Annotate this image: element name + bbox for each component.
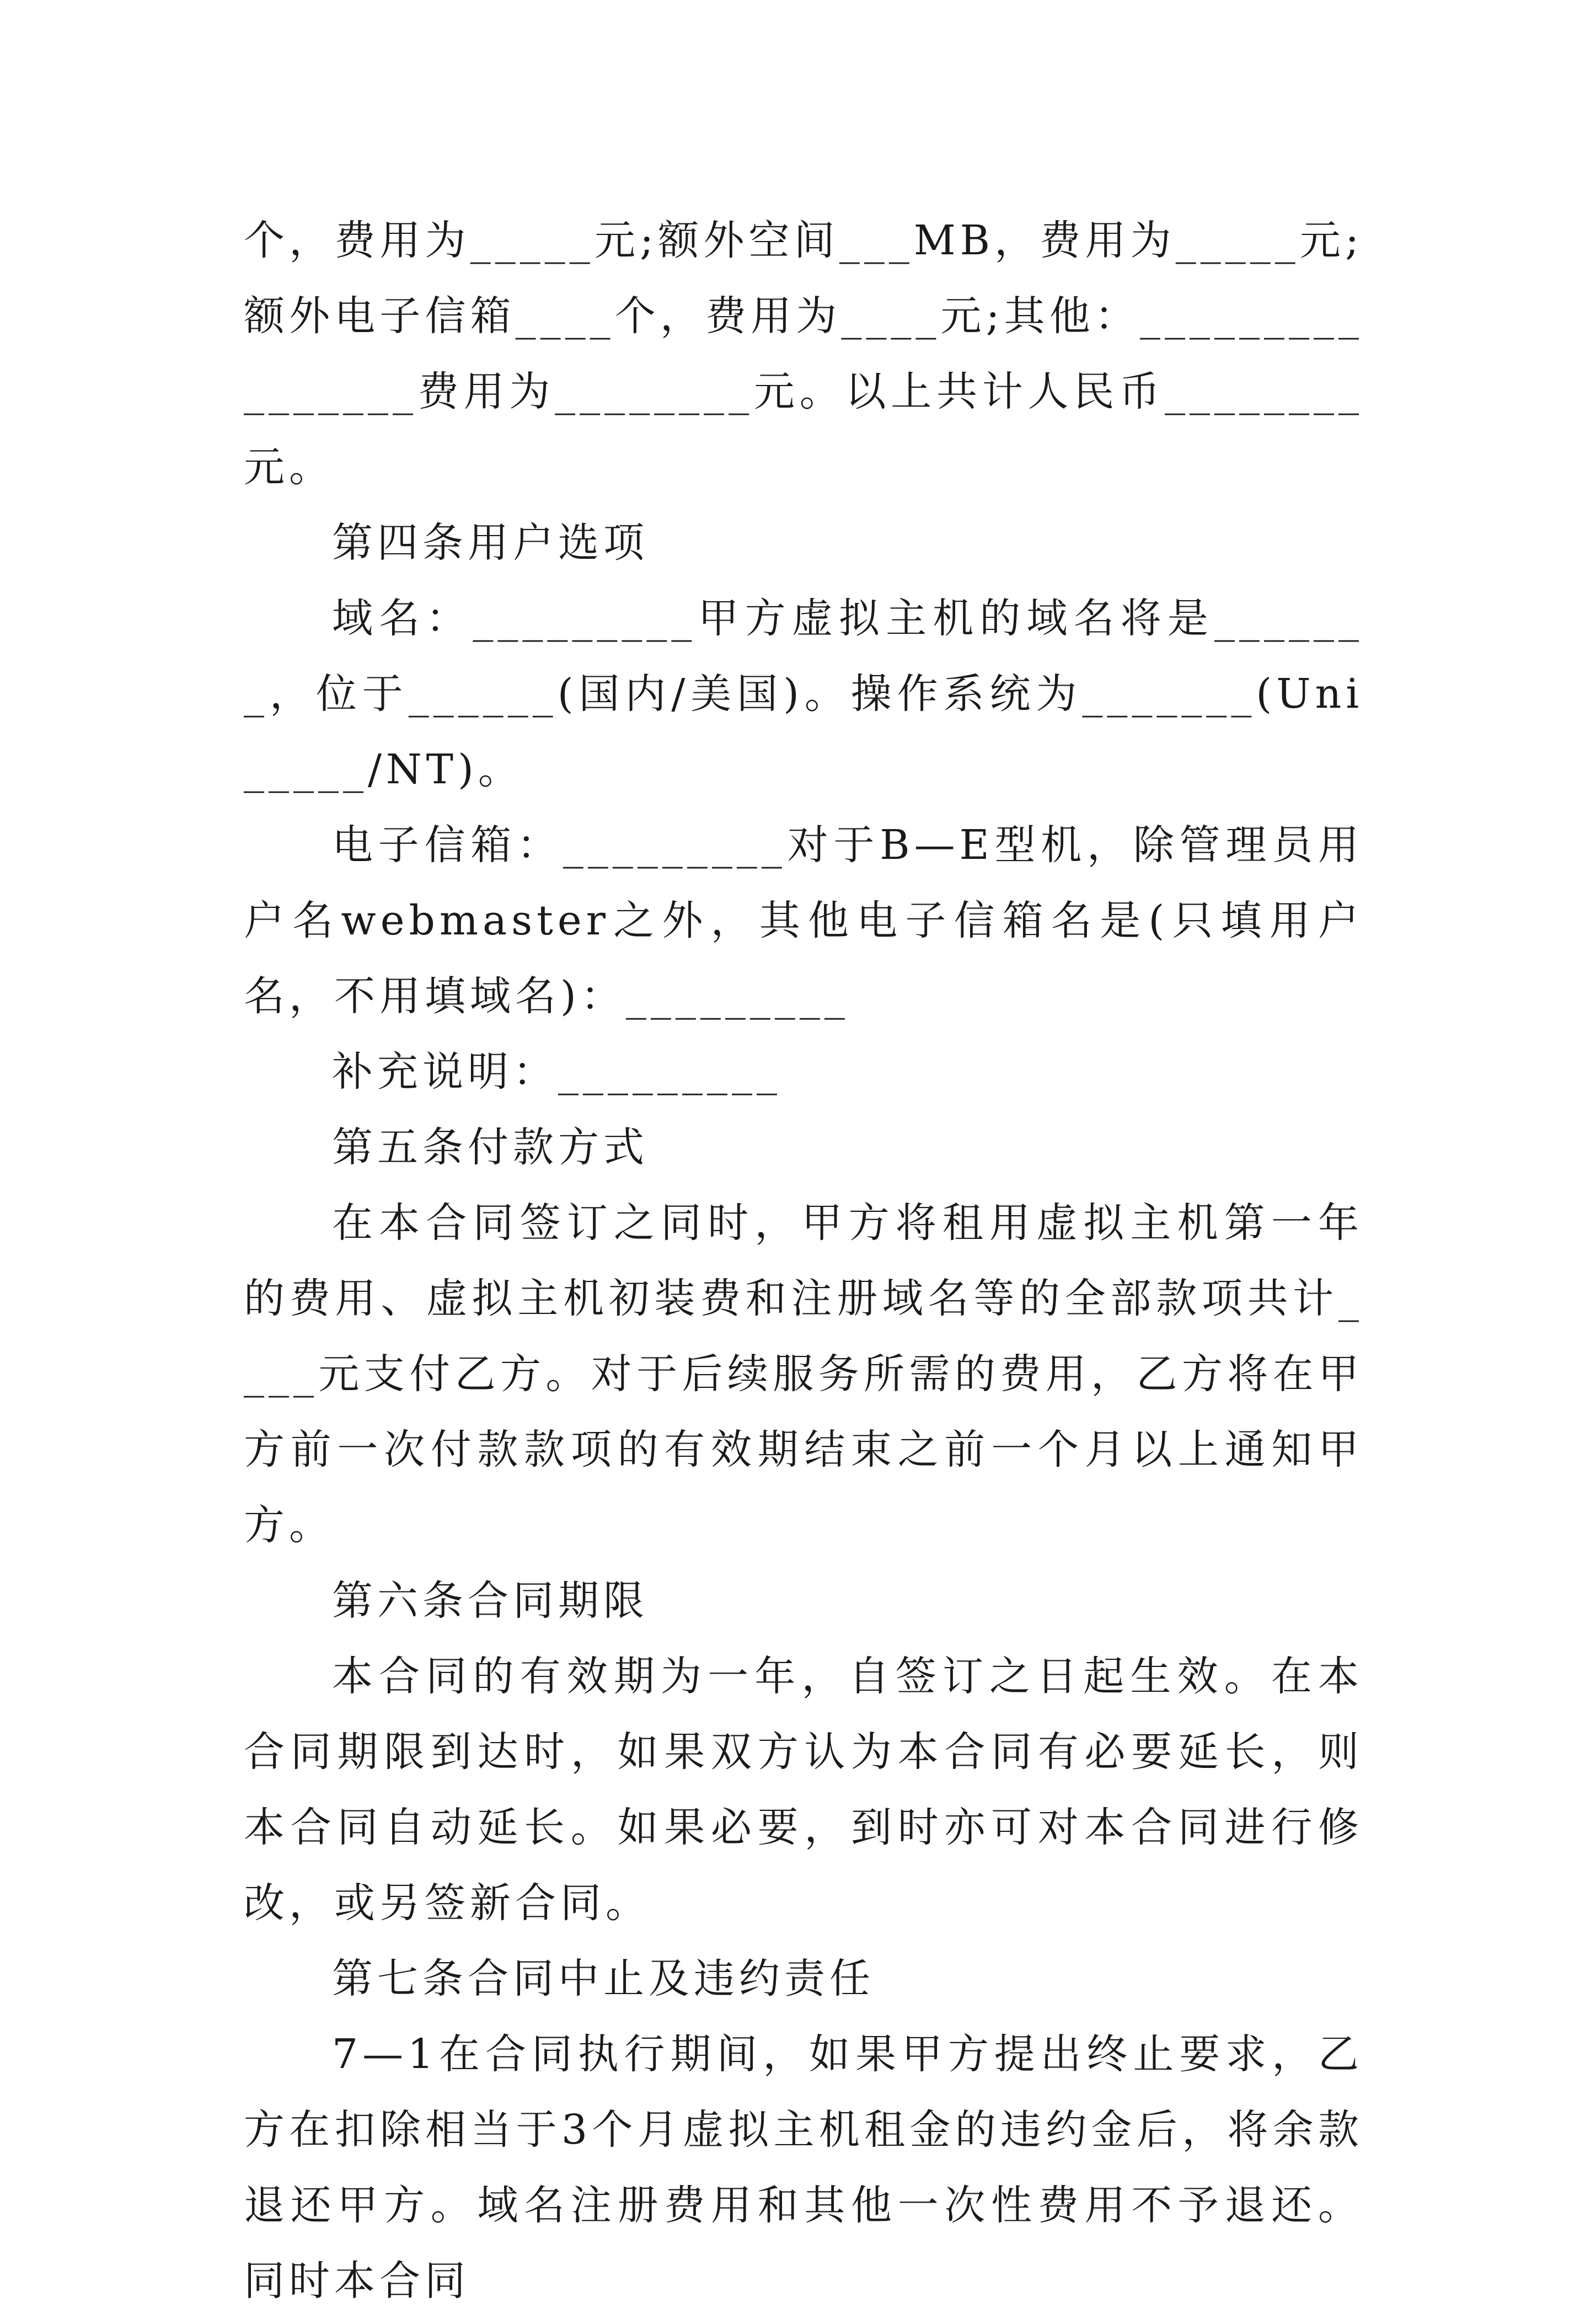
heading-article-6: 第六条合同期限	[332, 1577, 649, 1625]
paragraph-fees-continued: 个，费用为_____元;额外空间___MB，费用为_____元;额外电子信箱____个，费用为____元;其他：________________费用为________元。以上共计人民币________元。	[244, 217, 1363, 491]
paragraph-supplement: 补充说明：_________	[332, 1048, 781, 1096]
heading-article-7: 第七条合同中止及违约责任	[332, 1955, 875, 2002]
paragraph-term: 本合同的有效期为一年，自签订之日起生效。在本合同期限到达时，如果双方认为本合同有必要延长，则本合同自动延长。如果必要，到时亦可对本合同进行修改，或另签新合同。	[244, 1653, 1363, 1927]
document-page	[244, 203, 1363, 2319]
heading-article-4: 第四条用户选项	[332, 519, 649, 567]
heading-article-5: 第五条付款方式	[332, 1124, 649, 1171]
paragraph-email: 电子信箱：_________对于B—E型机，除管理员用户名webmaster之外，其他电子信箱名是(只填用户名，不用填域名)：_________	[244, 821, 1363, 1020]
paragraph-termination: 7—1在合同执行期间，如果甲方提出终止要求，乙方在扣除相当于3个月虚拟主机租金的违约金后，将余款退还甲方。域名注册费用和其他一次性费用不予退还。同时本合同	[244, 2031, 1363, 2305]
paragraph-payment: 在本合同签订之同时，甲方将租用虚拟主机第一年的费用、虚拟主机初装费和注册域名等的全部款项共计____元支付乙方。对于后续服务所需的费用，乙方将在甲方前一次付款款项的有效期结束之前一个月以上通知甲方。	[244, 1199, 1363, 1549]
paragraph-domain-name: 域名：_________甲方虚拟主机的域名将是_______，位于______(国内/美国)。操作系统为_______(Uni_____/NT)。	[244, 595, 1363, 793]
